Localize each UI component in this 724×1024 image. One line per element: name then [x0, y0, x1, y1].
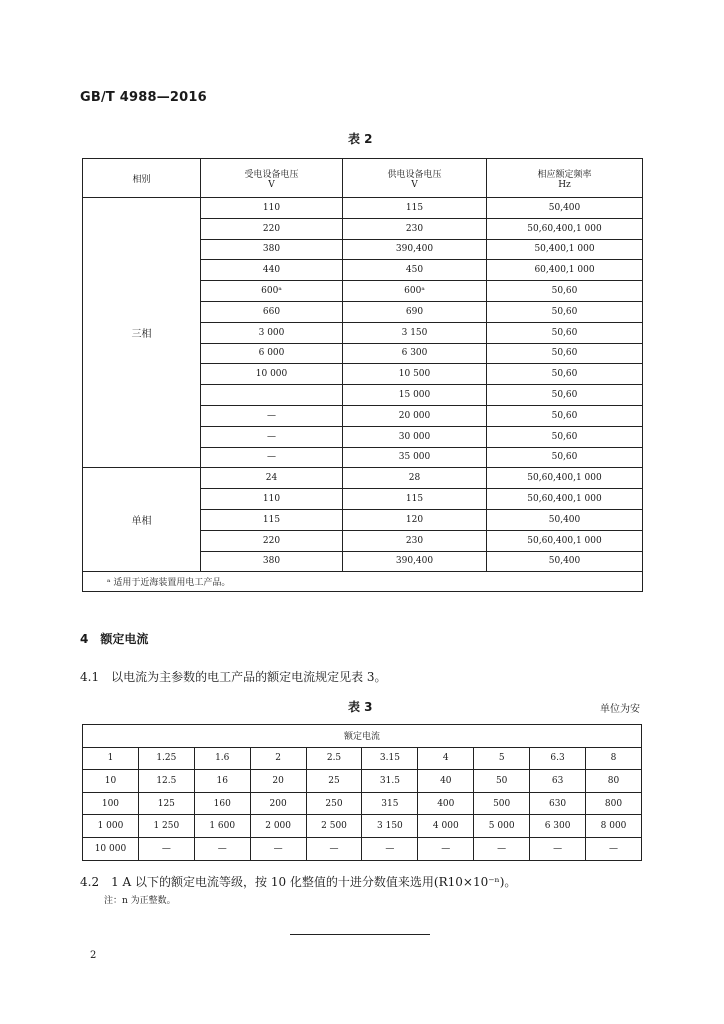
- table3-cell: 20: [250, 770, 306, 793]
- table3-cell: 50: [474, 770, 530, 793]
- supply-voltage-label: 供电设备电压: [387, 169, 442, 180]
- table2-cell: 440: [201, 260, 343, 281]
- receive-voltage-unit: V: [268, 179, 275, 190]
- table2-header-receive-voltage: [201, 159, 343, 198]
- table2-cell: 50,60,400,1 000: [487, 489, 643, 510]
- table3-row: [83, 815, 642, 838]
- table2-cell: 50,60: [487, 343, 643, 364]
- table2-cell: 3 000: [201, 322, 343, 343]
- table3-cell: 40: [418, 770, 474, 793]
- table2-cell: 10 000: [201, 364, 343, 385]
- table2-cell: —: [201, 447, 343, 468]
- table3-cell: 10 000: [83, 837, 139, 860]
- table3-cell: 63: [530, 770, 586, 793]
- table2-cell: 50,60: [487, 301, 643, 322]
- table3-cell: 2 500: [306, 815, 362, 838]
- table2-footnote: ᵃ 适用于近海装置用电工产品。: [83, 572, 643, 592]
- table2-header-row: [83, 159, 643, 198]
- paragraph-4-1: 4.1 以电流为主参数的电工产品的额定电流规定见表 3。: [80, 670, 387, 684]
- table3-cell: —: [586, 837, 642, 860]
- table3-cell: 1: [83, 747, 139, 770]
- table3-cell: 6 300: [530, 815, 586, 838]
- table2-cell: 30 000: [343, 426, 487, 447]
- page-number: 2: [90, 950, 97, 961]
- table3-row: [83, 770, 642, 793]
- table2-cell: 230: [343, 530, 487, 551]
- table3-cell: 80: [586, 770, 642, 793]
- table2-cell: 660: [201, 301, 343, 322]
- table2-row: [83, 198, 643, 219]
- table3-cell: 5: [474, 747, 530, 770]
- table2-cell: 690: [343, 301, 487, 322]
- table3-cell: 16: [194, 770, 250, 793]
- table2-phase-cell: 单相: [83, 468, 201, 572]
- table3-cell: 25: [306, 770, 362, 793]
- table3-cell: 4 000: [418, 815, 474, 838]
- table2-cell: 450: [343, 260, 487, 281]
- table3-cell: 8: [586, 747, 642, 770]
- table2-cell: —: [201, 426, 343, 447]
- table2-cell: 50,60: [487, 364, 643, 385]
- table2-cell: 10 500: [343, 364, 487, 385]
- table2-cell: 115: [201, 509, 343, 530]
- table2-header-phase: 相别: [83, 159, 201, 198]
- table3-row: [83, 747, 642, 770]
- supply-voltage-unit: V: [411, 179, 418, 190]
- table3-cell: —: [474, 837, 530, 860]
- table3-cell: —: [306, 837, 362, 860]
- table3-cell: —: [418, 837, 474, 860]
- table3-cell: 8 000: [586, 815, 642, 838]
- table3-cell: —: [250, 837, 306, 860]
- table2-cell: 50,60,400,1 000: [487, 468, 643, 489]
- table2-cell: 120: [343, 509, 487, 530]
- table2-row: [83, 468, 643, 489]
- table3-cell: 1 600: [194, 815, 250, 838]
- table2-cell: 220: [201, 530, 343, 551]
- table2-cell: 50,60: [487, 385, 643, 406]
- standard-code: GB/T 4988—2016: [80, 90, 207, 105]
- table2-cell: 28: [343, 468, 487, 489]
- table2-cell: 50,60: [487, 447, 643, 468]
- section-4-heading: 4 额定电流: [80, 632, 149, 646]
- table2-cell: 600ᵃ: [201, 281, 343, 302]
- table2-cell: 50,400: [487, 509, 643, 530]
- table2-cell: 50,60: [487, 322, 643, 343]
- table2-cell: 24: [201, 468, 343, 489]
- table3-cell: —: [530, 837, 586, 860]
- table3-cell: 10: [83, 770, 139, 793]
- table2-phase-cell: 三相: [83, 198, 201, 468]
- table3-cell: —: [194, 837, 250, 860]
- table3-cell: 630: [530, 792, 586, 815]
- table3-cell: 2 000: [250, 815, 306, 838]
- table2-cell: 20 000: [343, 405, 487, 426]
- table3-cell: 12.5: [138, 770, 194, 793]
- table3-cell: 2: [250, 747, 306, 770]
- table3-caption: 表 3: [348, 700, 373, 714]
- table3-cell: 1.6: [194, 747, 250, 770]
- table3-cell: 500: [474, 792, 530, 815]
- table2-cell: 60,400,1 000: [487, 260, 643, 281]
- table2-cell: 15 000: [343, 385, 487, 406]
- table2-cell: 50,60,400,1 000: [487, 218, 643, 239]
- table3-unit-note: 单位为安: [600, 704, 640, 715]
- table2-cell: 50,400,1 000: [487, 239, 643, 260]
- table3-cell: —: [138, 837, 194, 860]
- table3-cell: 31.5: [362, 770, 418, 793]
- table3: [82, 724, 642, 861]
- table2-cell: 380: [201, 551, 343, 572]
- table2-cell: 230: [343, 218, 487, 239]
- table2-cell: 110: [201, 198, 343, 219]
- table2-cell: 50,60: [487, 426, 643, 447]
- table2-cell: 600ᵃ: [343, 281, 487, 302]
- table2-cell: 6 300: [343, 343, 487, 364]
- table2-cell: 50,60: [487, 405, 643, 426]
- table3-cell: 3.15: [362, 747, 418, 770]
- table3-cell: 200: [250, 792, 306, 815]
- table2-footnote-row: [83, 572, 643, 592]
- receive-voltage-label: 受电设备电压: [244, 169, 299, 180]
- table2-cell: 3 150: [343, 322, 487, 343]
- table2-header-supply-voltage: [343, 159, 487, 198]
- note-n-positive-integer: 注：n 为正整数。: [104, 896, 176, 906]
- table2-cell: 220: [201, 218, 343, 239]
- table3-cell: 1 000: [83, 815, 139, 838]
- table3-cell: 250: [306, 792, 362, 815]
- paragraph-4-2: 4.2 1 A 以下的额定电流等级，按 10 化整值的十进分数值来选用(R10×10⁻ⁿ)。: [80, 875, 517, 889]
- table3-cell: 400: [418, 792, 474, 815]
- table3-cell: 3 150: [362, 815, 418, 838]
- table2-cell: 50,60: [487, 281, 643, 302]
- table3-cell: 4: [418, 747, 474, 770]
- table2-cell: 50,60,400,1 000: [487, 530, 643, 551]
- frequency-unit: Hz: [558, 179, 571, 190]
- table3-cell: 125: [138, 792, 194, 815]
- table3-cell: 6.3: [530, 747, 586, 770]
- table2-cell: 380: [201, 239, 343, 260]
- table3-row: [83, 837, 642, 860]
- table3-cell: 1 250: [138, 815, 194, 838]
- table3-header-row: [83, 725, 642, 748]
- table3-cell: 1.25: [138, 747, 194, 770]
- table2-cell: 110: [201, 489, 343, 510]
- table3-cell: —: [362, 837, 418, 860]
- table2: [82, 158, 643, 592]
- table3-cell: 160: [194, 792, 250, 815]
- table2-cell: —: [201, 405, 343, 426]
- table3-row: [83, 792, 642, 815]
- table3-cell: 100: [83, 792, 139, 815]
- table3-cell: 315: [362, 792, 418, 815]
- table2-cell: 50,400: [487, 551, 643, 572]
- table2-cell: 390,400: [343, 239, 487, 260]
- table2-caption: 表 2: [348, 132, 373, 146]
- table2-cell: [201, 385, 343, 406]
- table3-cell: 5 000: [474, 815, 530, 838]
- table2-cell: 390,400: [343, 551, 487, 572]
- table3-cell: 2.5: [306, 747, 362, 770]
- table2-cell: 6 000: [201, 343, 343, 364]
- table2-cell: 115: [343, 489, 487, 510]
- frequency-label: 相应额定频率: [537, 169, 592, 180]
- table3-header: 额定电流: [83, 725, 642, 748]
- table3-cell: 800: [586, 792, 642, 815]
- table2-header-frequency: [487, 159, 643, 198]
- footer-rule: [290, 934, 430, 935]
- table2-cell: 35 000: [343, 447, 487, 468]
- table2-cell: 115: [343, 198, 487, 219]
- table2-cell: 50,400: [487, 198, 643, 219]
